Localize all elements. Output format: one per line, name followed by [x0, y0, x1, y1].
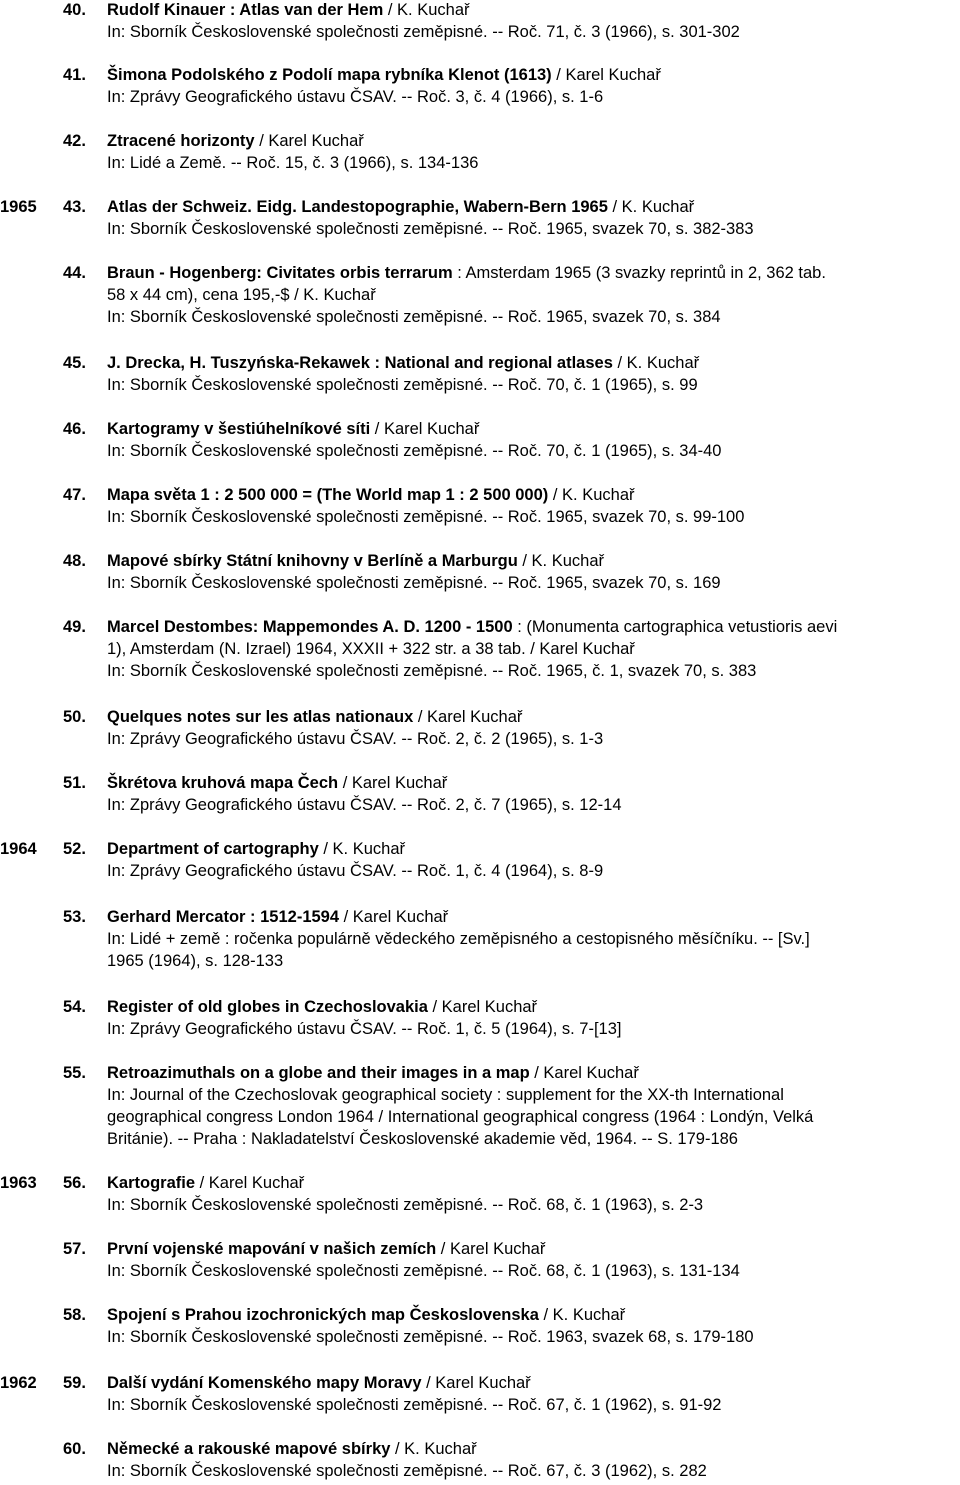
entry-source-line: 1), Amsterdam (N. Izrael) 1964, XXXII + 322 str. a 38 tab. / Karel Kuchař: [107, 640, 635, 658]
entry-number: 58.: [63, 1306, 86, 1324]
entry-source-line: In: Sborník Československé společnosti zeměpisné. -- Roč. 68, č. 1 (1963), s. 131-134: [107, 1262, 740, 1280]
entry-author: : (Monumenta cartographica vetustioris aevi: [512, 618, 838, 636]
entry-source-line: In: Zprávy Geografického ústavu ČSAV. -- Roč. 1, č. 4 (1964), s. 8-9: [107, 862, 604, 880]
entry-title-line: [107, 64, 661, 86]
entry-source-line: In: Sborník Československé společnosti zeměpisné. -- Roč. 1965, svazek 70, s. 384: [107, 308, 721, 326]
entry-number: 40.: [63, 1, 86, 19]
entry-source-line: In: Sborník Československé společnosti zeměpisné. -- Roč. 68, č. 1 (1963), s. 2-3: [107, 1196, 704, 1214]
entry-title-line: [107, 1172, 304, 1194]
entry-source-line: In: Lidé + země : ročenka populárně vědeckého zeměpisného a cestopisného měsíčníku. -- [Sv.]: [107, 930, 810, 948]
entry-source-line: 1965 (1964), s. 128-133: [107, 952, 284, 970]
entry-number: 56.: [63, 1174, 86, 1192]
entry-title-line: [107, 1438, 477, 1460]
entry-title-line: [107, 1372, 531, 1394]
entry-author: / K. Kuchař: [548, 486, 635, 504]
entry-title-line: [107, 130, 364, 152]
entry-source-line: In: Sborník Československé společnosti zeměpisné. -- Roč. 70, č. 1 (1965), s. 99: [107, 376, 698, 394]
entry-title: Spojení s Prahou izochronických map Československa: [107, 1306, 539, 1324]
entry-year: 1964: [0, 840, 37, 858]
entry-title: Německé a rakouské mapové sbírky: [107, 1440, 391, 1458]
entry-number: 43.: [63, 198, 86, 216]
entry-author: / Karel Kuchař: [551, 66, 661, 84]
entry-title: Škrétova kruhová mapa Čech: [107, 774, 339, 792]
entry-title: Šimona Podolského z Podolí mapa rybníka Klenot (1613): [107, 66, 552, 84]
entry-number: 42.: [63, 132, 86, 150]
entry-title: Kartografie: [107, 1174, 196, 1192]
entry-title: J. Drecka, H. Tuszyńska-Rekawek : National and regional atlases: [107, 354, 613, 372]
entry-title-line: [107, 1062, 639, 1084]
entry-title-line: [107, 838, 405, 860]
entry-source-line: In: Sborník Československé společnosti zeměpisné. -- Roč. 1965, svazek 70, s. 382-383: [107, 220, 754, 238]
entry-author: / K. Kuchař: [607, 198, 695, 216]
entry-author: / K. Kuchař: [612, 354, 700, 372]
entry-source-line: In: Sborník Československé společnosti zeměpisné. -- Roč. 70, č. 1 (1965), s. 34-40: [107, 442, 722, 460]
entry-source-line: In: Zprávy Geografického ústavu ČSAV. -- Roč. 2, č. 7 (1965), s. 12-14: [107, 796, 622, 814]
entry-title: Marcel Destombes: Mappemondes A. D. 1200 - 1500: [107, 618, 513, 636]
entry-title-line: [107, 0, 470, 21]
entry-title: Quelques notes sur les atlas nationaux: [107, 708, 414, 726]
entry-title: První vojenské mapování v našich zemích: [107, 1240, 437, 1258]
entry-source-line: 58 x 44 cm), cena 195,-$ / K. Kuchař: [107, 286, 376, 304]
entry-author: / Karel Kuchař: [195, 1174, 305, 1192]
entry-year: 1963: [0, 1174, 37, 1192]
entry-title: Gerhard Mercator : 1512-1594: [107, 908, 340, 926]
entry-source-line: In: Sborník Československé společnosti zeměpisné. -- Roč. 1965, č. 1, svazek 70, s. 383: [107, 662, 757, 680]
entry-author: : Amsterdam 1965 (3 svazky reprintů in 2, 362 tab.: [452, 264, 826, 282]
entry-source-line: In: Lidé a Země. -- Roč. 15, č. 3 (1966), s. 134-136: [107, 154, 479, 172]
entry-author: / Karel Kuchař: [436, 1240, 546, 1258]
entry-title-line: [107, 616, 837, 638]
entry-number: 53.: [63, 908, 86, 926]
entry-source-line: In: Zprávy Geografického ústavu ČSAV. -- Roč. 2, č. 2 (1965), s. 1-3: [107, 730, 604, 748]
entry-title-line: [107, 906, 448, 928]
entry-source-line: In: Sborník Československé společnosti zeměpisné. -- Roč. 1965, svazek 70, s. 169: [107, 574, 721, 592]
entry-number: 50.: [63, 708, 86, 726]
entry-number: 41.: [63, 66, 86, 84]
entry-title-line: [107, 484, 635, 506]
entry-source-line: geographical congress London 1964 / International geographical congress (1964 : Londýn, Velká: [107, 1108, 814, 1126]
entry-title-line: [107, 1304, 625, 1326]
entry-title: Kartogramy v šestiúhelníkové síti: [107, 420, 371, 438]
entry-source-line: In: Sborník Československé společnosti zeměpisné. -- Roč. 1965, svazek 70, s. 99-100: [107, 508, 745, 526]
entry-title-line: [107, 262, 826, 284]
entry-source-line: In: Sborník Československé společnosti zeměpisné. -- Roč. 71, č. 3 (1966), s. 301-302: [107, 23, 740, 41]
entry-number: 55.: [63, 1064, 86, 1082]
entry-year: 1965: [0, 198, 37, 216]
entry-title: Retroazimuthals on a globe and their images in a map: [107, 1064, 530, 1082]
entry-title-line: [107, 352, 699, 374]
entry-title: Rudolf Kinauer : Atlas van der Hem: [107, 1, 384, 19]
entry-number: 46.: [63, 420, 86, 438]
entry-number: 44.: [63, 264, 86, 282]
entry-author: / Karel Kuchař: [413, 708, 523, 726]
entry-title-line: [107, 550, 604, 572]
entry-title-line: [107, 196, 694, 218]
entry-title-line: [107, 772, 447, 794]
entry-number: 60.: [63, 1440, 86, 1458]
entry-number: 45.: [63, 354, 86, 372]
entry-title: Mapa světa 1 : 2 500 000 = (The World map 1 : 2 500 000): [107, 486, 549, 504]
entry-number: 57.: [63, 1240, 86, 1258]
entry-author: / Karel Kuchař: [427, 998, 538, 1016]
entry-source-line: In: Sborník Československé společnosti zeměpisné. -- Roč. 67, č. 1 (1962), s. 91-92: [107, 1396, 722, 1414]
entry-year: 1962: [0, 1374, 37, 1392]
entry-author: / Karel Kuchař: [529, 1064, 639, 1082]
entry-source-line: In: Zprávy Geografického ústavu ČSAV. -- Roč. 1, č. 5 (1964), s. 7-[13]: [107, 1020, 622, 1038]
entry-author: / K. Kuchař: [383, 1, 470, 19]
entry-title: Register of old globes in Czechoslovakia: [107, 998, 428, 1016]
entry-title-line: [107, 1238, 545, 1260]
entry-source-line: In: Sborník Československé společnosti zeměpisné. -- Roč. 67, č. 3 (1962), s. 282: [107, 1462, 707, 1480]
entry-number: 49.: [63, 618, 86, 636]
entry-source-line: In: Journal of the Czechoslovak geographical society : supplement for the XX-th International: [107, 1086, 784, 1104]
entry-title-line: [107, 996, 537, 1018]
entry-author: / K. Kuchař: [538, 1306, 626, 1324]
entry-author: / Karel Kuchař: [339, 908, 449, 926]
entry-title: Mapové sbírky Státní knihovny v Berlíně a Marburgu: [107, 552, 518, 570]
entry-title-line: [107, 418, 479, 440]
entry-source-line: In: Sborník Československé společnosti zeměpisné. -- Roč. 1963, svazek 68, s. 179-180: [107, 1328, 754, 1346]
entry-title: Atlas der Schweiz. Eidg. Landestopographie, Wabern-Bern 1965: [107, 198, 608, 216]
entry-source-line: Británie). -- Praha : Nakladatelství Československé akademie věd, 1964. -- S. 179-186: [107, 1130, 738, 1148]
entry-title-line: [107, 706, 522, 728]
entry-source-line: In: Zprávy Geografického ústavu ČSAV. -- Roč. 3, č. 4 (1966), s. 1-6: [107, 88, 604, 106]
entry-title: Ztracené horizonty: [107, 132, 255, 150]
entry-number: 54.: [63, 998, 86, 1016]
entry-author: / Karel Kuchař: [254, 132, 364, 150]
entry-number: 51.: [63, 774, 86, 792]
entry-author: / K. Kuchař: [517, 552, 604, 570]
entry-number: 59.: [63, 1374, 86, 1392]
entry-author: / K. Kuchař: [318, 840, 406, 858]
entry-number: 52.: [63, 840, 86, 858]
entry-title: Department of cartography: [107, 840, 319, 858]
entry-author: / K. Kuchař: [390, 1440, 477, 1458]
entry-number: 47.: [63, 486, 86, 504]
entry-author: / Karel Kuchař: [338, 774, 448, 792]
entry-author: / Karel Kuchař: [421, 1374, 531, 1392]
entry-number: 48.: [63, 552, 86, 570]
entry-title: Braun - Hogenberg: Civitates orbis terrarum: [107, 264, 453, 282]
entry-title: Další vydání Komenského mapy Moravy: [107, 1374, 422, 1392]
entry-author: / Karel Kuchař: [370, 420, 480, 438]
